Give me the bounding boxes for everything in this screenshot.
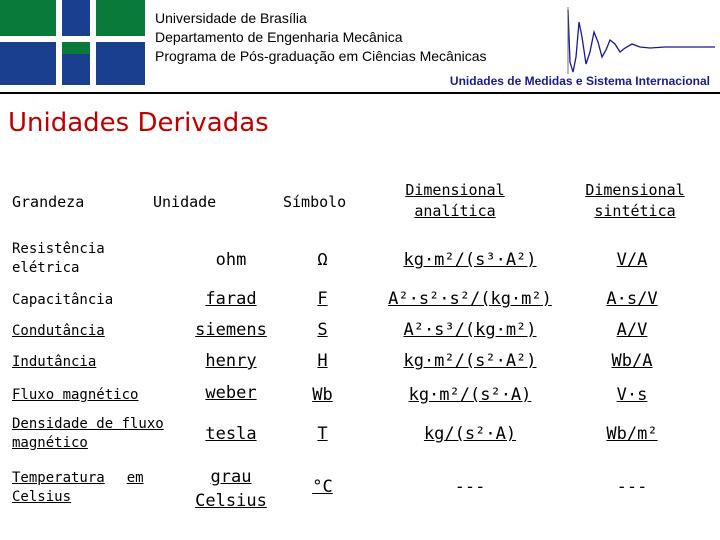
table-row-simbolo: H [317,351,328,371]
page-title: Unidades Derivadas [8,108,269,138]
table-row-analitica: A²·s²·s²/(kg·m²) [388,289,552,309]
damped-oscillation-icon [560,2,720,77]
table-row-simbolo: °C [312,477,333,497]
table-row-analitica: kg/(s²·A) [423,424,517,444]
column-header-dimensional-sintetica: Dimensional sintética [585,181,685,220]
table-row-sintetica: Wb/A [611,351,653,371]
table-row-grandeza: Temperatura em Celsius [12,470,144,505]
table-row-sintetica: A·s/V [606,289,658,309]
column-header-dimensional-analitica: Dimensional analítica [405,181,505,220]
table-row-analitica: A²·s³/(kg·m²) [403,320,537,340]
university-name: Universidade de Brasília [155,10,307,26]
table-row-analitica: --- [454,477,486,497]
table-row-unidade: tesla [205,424,257,444]
department-name: Departamento de Engenharia Mecânica [155,29,403,45]
program-name: Programa de Pós-graduação em Ciências Mecânicas [155,48,487,64]
column-header-grandeza: Grandeza [12,193,85,211]
table-row-analitica: kg·m²/(s²·A) [408,385,532,405]
table-row-sintetica: Wb/m² [606,424,658,444]
table-row-analitica: kg·m²/(s³·A²) [403,250,537,270]
table-row-unidade: weber [205,383,257,403]
table-row-sintetica: V·s [616,385,648,405]
column-header-unidade: Unidade [153,193,217,211]
table-row-unidade: grau Celsius [195,467,267,511]
table-row-simbolo: Wb [312,385,333,405]
table-row-grandeza: Capacitância [12,292,114,308]
table-row-simbolo: T [317,424,328,444]
table-row-grandeza: Fluxo magnético [12,387,139,403]
table-row-simbolo: Ω [317,250,328,270]
table-row-simbolo: F [317,289,328,309]
table-row-grandeza: Densidade de fluxo magnético [12,416,164,451]
table-row-grandeza: Condutância [12,323,105,339]
unb-logo-icon [0,0,145,85]
section-subtitle: Unidades de Medidas e Sistema Internacional [449,74,710,88]
table-row-sintetica: A/V [616,320,648,340]
column-header-simbolo: Símbolo [283,193,347,211]
table-row-grandeza: Resistência elétrica [12,241,105,276]
table-row-unidade: farad [205,289,257,309]
table-row-grandeza: Indutância [12,354,97,370]
table-row-analitica: kg·m²/(s²·A²) [403,351,537,371]
table-row-unidade: siemens [195,320,267,340]
table-row-sintetica: --- [616,477,648,497]
header-divider [0,92,720,94]
table-row-unidade: ohm [215,250,247,270]
table-row-simbolo: S [317,320,328,340]
table-row-sintetica: V/A [616,250,648,270]
table-row-unidade: henry [205,351,257,371]
